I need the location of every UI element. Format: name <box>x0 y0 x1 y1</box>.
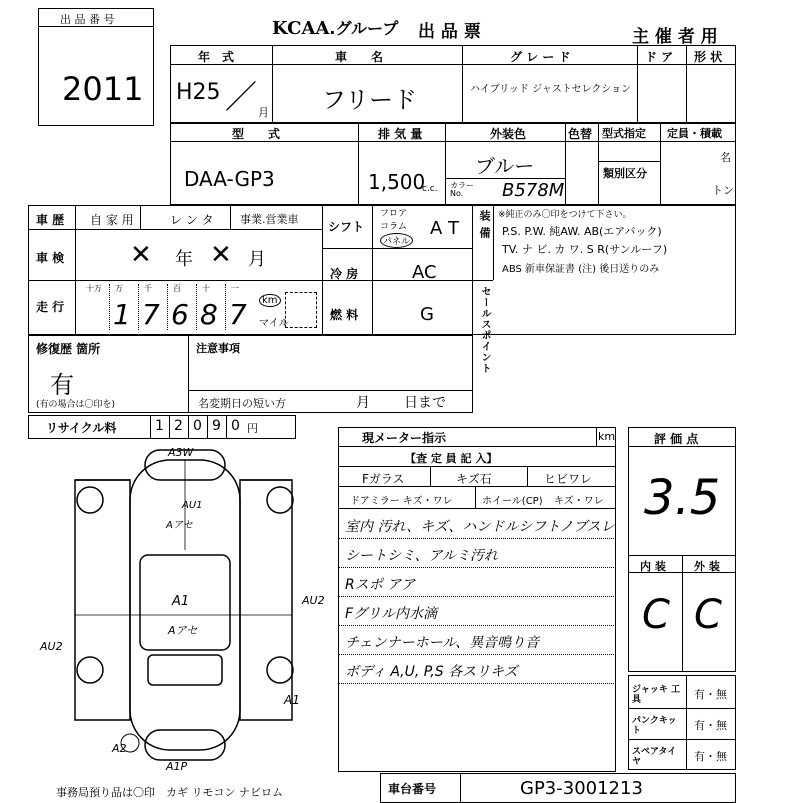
lot-number-label: 出 品 番 号 <box>60 13 115 26</box>
mileage-digit: 8 <box>200 298 218 331</box>
caution-label: 注意事項 <box>196 342 240 355</box>
history-private: 自 家 用 <box>90 213 134 227</box>
mileage-divider <box>196 284 197 330</box>
recycle-divider <box>150 415 151 439</box>
mark-roof-2: Aアセ <box>168 624 198 637</box>
mileage-digit: 6 <box>171 298 189 331</box>
exterior-label: 外装色 <box>490 127 527 141</box>
deadline-label: 名変期日の短い方 <box>198 397 286 410</box>
category-label: 類別区分 <box>603 167 647 180</box>
opt-wheel: ホイール(CP) <box>482 496 543 507</box>
repair-label: 修復歴 箇所 <box>36 342 101 356</box>
remark-line: ボディ A,U, P,S 各スリキズ <box>345 664 518 680</box>
rear-bumper <box>145 730 225 760</box>
equip-line3: ABS 新車保証書 (注) 後日送りのみ <box>502 264 660 275</box>
mileage-divider <box>225 284 226 330</box>
organizer-label: 主 催 者 用 <box>632 27 718 47</box>
recycle-digit: 2 <box>174 418 183 434</box>
recycle-divider <box>188 415 189 439</box>
mark-bonnet: AU1 <box>182 500 203 511</box>
wheel-fr <box>267 487 293 513</box>
repair-value: 有 <box>50 371 74 399</box>
deadline-day: 日まで <box>404 395 446 411</box>
wheel-rl <box>77 657 103 683</box>
opt-chip: キズ石 <box>456 472 492 486</box>
car-diagram <box>30 440 330 790</box>
mileage-divider <box>167 284 168 330</box>
mileage-digit: 1 <box>113 298 131 331</box>
recycle-digit: 0 <box>193 418 202 434</box>
mileage-unit-label: 千 <box>144 284 152 293</box>
displacement-unit: c.c. <box>422 184 438 194</box>
model-value: フリード <box>322 86 418 114</box>
inspector-label: 【査 定 員 記 入】 <box>405 452 498 465</box>
tool-divider <box>686 675 687 770</box>
remark-rule <box>338 538 616 539</box>
door-label: ド ア <box>645 50 674 64</box>
inspection-year-mark: ✕ <box>130 240 152 270</box>
mileage-unit-label: 十万 <box>86 284 102 293</box>
remark-rule <box>338 625 616 626</box>
mileage-digit: 7 <box>142 298 160 331</box>
meter-label: 現メーター指示 <box>362 431 447 445</box>
type-value: DAA-GP3 <box>184 167 275 191</box>
recycle-divider <box>169 415 170 439</box>
displacement-value: 1,500 <box>368 170 426 194</box>
org-logo: KCAA <box>272 18 330 39</box>
shift-label: シフト <box>328 220 365 234</box>
mark-left: AU2 <box>40 640 63 653</box>
grade-label: グ レ ー ド <box>510 50 571 64</box>
opt-f-glass: Fガラス <box>362 472 405 486</box>
mileage-digit: 7 <box>229 298 247 331</box>
capacity-unit-ton: トン <box>712 184 734 197</box>
meter-unit: km <box>598 430 616 443</box>
tool-value: 有・無 <box>694 688 727 701</box>
org-suffix: .グループ <box>329 19 399 38</box>
interior-value: C <box>642 592 670 638</box>
exterior-score-label: 外 装 <box>694 560 720 573</box>
wheel-rr <box>267 657 293 683</box>
mileage-divider <box>109 284 110 330</box>
mark-front: A3W <box>168 446 194 459</box>
tool-rule <box>628 708 736 709</box>
tool-label: ジャッキ 工具 <box>632 685 680 705</box>
mark-rear-left: A2 <box>112 742 127 755</box>
grade-value: ハイブリッド ジャストセレクション <box>470 84 632 95</box>
mile-box <box>285 292 317 328</box>
interior-label: 内 装 <box>640 560 666 573</box>
sales-point-label: セールスポイント <box>479 286 490 374</box>
score-value: 3.5 <box>644 470 721 526</box>
inspection-label: 車 検 <box>36 251 65 265</box>
tool-value: 有・無 <box>694 750 727 763</box>
inspection-year: 年 <box>175 249 193 270</box>
vin-label: 車台番号 <box>388 782 437 796</box>
shift-column: コラム <box>380 222 407 232</box>
shift-value: A T <box>430 218 460 239</box>
aircon-label: 冷 房 <box>330 267 359 281</box>
lot-number: 2011 <box>62 70 144 108</box>
history-rental: レ ン タ <box>170 213 214 227</box>
wheel-fl <box>77 487 103 513</box>
fuel-label: 燃 料 <box>330 308 359 322</box>
model-label: 車 名 <box>335 50 384 64</box>
equip-note: ※純正のみ〇印をつけて下さい。 <box>498 210 632 220</box>
equip-line2: TV. ナ ビ. カ ワ. S R(サンルーフ) <box>502 243 668 256</box>
left-side <box>75 480 130 720</box>
equip-line1: P.S. P.W. 純AW. AB(エアバック) <box>502 225 662 238</box>
mile-label: マイル <box>259 318 289 329</box>
shape-label: 形 状 <box>694 50 723 64</box>
mark-right: AU2 <box>302 594 325 607</box>
history-label: 車 歴 <box>36 213 65 227</box>
remark-line: Rスポ アア <box>345 577 416 593</box>
year-value: H25 <box>176 80 221 105</box>
remark-rule <box>338 683 616 684</box>
mileage-label: 走 行 <box>36 300 65 314</box>
inspection-month: 月 <box>248 249 266 270</box>
mileage-unit-label: 万 <box>115 284 123 293</box>
recycle-divider <box>226 415 227 439</box>
org-name <box>272 16 398 39</box>
right-side <box>240 480 292 720</box>
designation-label: 型式指定 <box>602 127 646 140</box>
tool-label: スペアタイヤ <box>632 747 677 767</box>
exterior-value: ブルー <box>475 154 535 178</box>
shift-floor: フロア <box>380 209 408 219</box>
mark-rear: A1P <box>166 760 188 773</box>
remark-line: シートシミ、アルミ汚れ <box>345 548 498 564</box>
recycle-divider <box>207 415 208 439</box>
recycle-digit: 1 <box>155 418 164 434</box>
displacement-label: 排 気 量 <box>378 127 423 141</box>
color-no-label: カラー No. <box>450 181 474 198</box>
recycle-digit: 9 <box>212 418 221 434</box>
mark-roof: A1 <box>172 594 190 609</box>
inspection-month-mark: ✕ <box>210 240 232 270</box>
tool-rule <box>628 739 736 740</box>
year-slash: ／ <box>225 78 258 116</box>
remark-line: チェンナーホール、異音鳴り音 <box>345 635 540 651</box>
capacity-label: 定員・積載 <box>667 127 722 140</box>
opt-wheel-damage: キズ・ワレ <box>554 496 604 507</box>
mileage-unit-label: 十 <box>202 284 210 293</box>
capacity-unit-people: 名 <box>720 151 731 164</box>
color-no-value: B578M <box>502 180 565 201</box>
recycle-digit: 0 <box>231 418 240 434</box>
form-title: 出 品 票 <box>418 22 481 42</box>
keys-note: 事務局預り品は〇印 カギ リモコン ナビロム <box>56 786 283 799</box>
deadline-month: 月 <box>356 395 370 411</box>
history-business: 事業.営業車 <box>240 213 299 226</box>
score-label: 評 価 点 <box>654 432 699 446</box>
remark-rule <box>338 567 616 568</box>
vin-value: GP3-3001213 <box>520 778 643 799</box>
year-label: 年 式 <box>198 50 235 64</box>
remark-rule <box>338 596 616 597</box>
color-change-label: 色替 <box>568 127 593 141</box>
tool-value: 有・無 <box>694 719 727 732</box>
rear-window <box>148 655 222 685</box>
recycle-yen: 円 <box>247 422 258 435</box>
exterior-value: C <box>694 592 722 638</box>
tool-label: パンクキット <box>632 716 677 736</box>
recycle-label: リサイクル料 <box>46 421 117 435</box>
mileage-unit-label: 百 <box>173 284 181 293</box>
mileage-divider <box>138 284 139 330</box>
mark-rear-right: A1 <box>284 693 300 707</box>
aircon-value: AC <box>412 262 437 283</box>
opt-crack: ヒビワレ <box>544 472 593 486</box>
remark-line: Fグリル内水滴 <box>345 606 438 622</box>
shift-panel: パネル <box>380 233 413 248</box>
repair-note: (有の場合は〇印を) <box>36 400 116 410</box>
type-label: 型 式 <box>232 127 281 141</box>
month-mark: 月 <box>258 106 269 119</box>
km-label: km <box>259 294 281 307</box>
mileage-unit-label: 一 <box>231 284 239 293</box>
mark-bonnet-2: Aアセ <box>166 520 193 531</box>
opt-mirror: ドアミラー キズ・ワレ <box>350 496 453 507</box>
fuel-value: G <box>420 304 434 325</box>
remark-line: 室内 汚れ、キズ、ハンドルシフトノブスレ <box>345 519 615 535</box>
equip-label: 装 備 <box>478 210 491 239</box>
remark-rule <box>338 654 616 655</box>
